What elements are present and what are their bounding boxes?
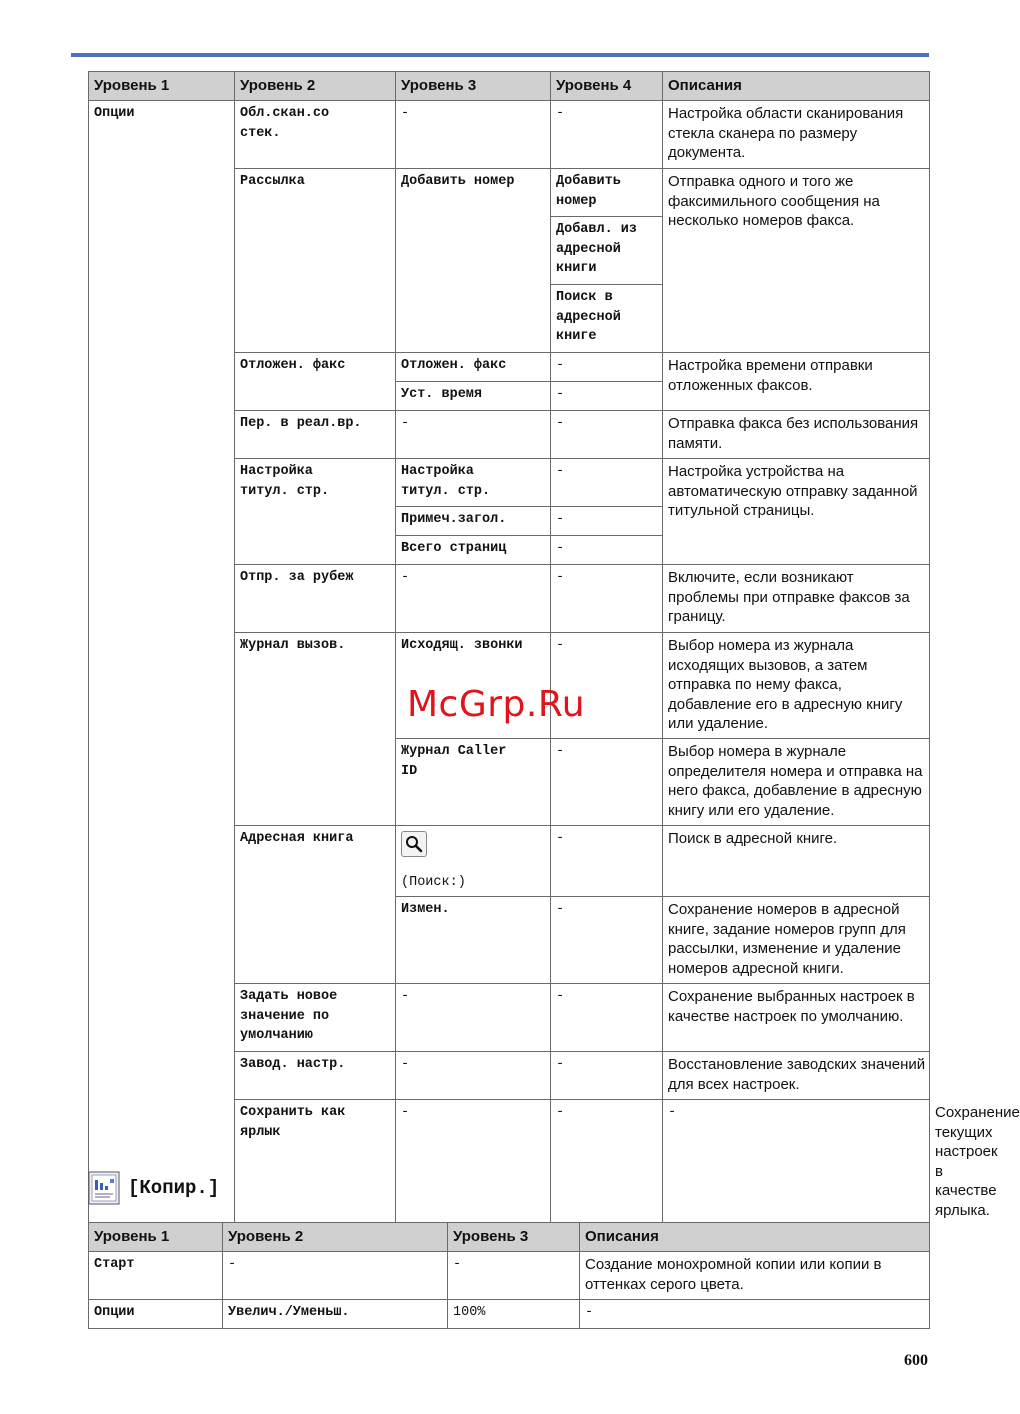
cell-desc: Включите, если возникают проблемы при отправке факсов за границу. <box>663 565 930 633</box>
cell-l2: Отложен. факс <box>235 353 396 411</box>
cell-desc: Настройка области сканирования стекла сканера по размеру документа. <box>663 101 930 169</box>
cell-desc: Отправка факса без использования памяти. <box>663 411 930 459</box>
cell-l2: Завод. настр. <box>235 1052 396 1100</box>
cell-l2: - <box>223 1252 448 1300</box>
cell-l2: Пер. в реал.вр. <box>235 411 396 459</box>
header-description: Описания <box>580 1223 930 1252</box>
cell-l2: Увелич./Уменьш. <box>223 1300 448 1329</box>
search-icon <box>405 835 423 853</box>
cell-l3: Настройка титул. стр. <box>396 459 551 507</box>
cell-l3: - <box>396 411 551 459</box>
search-label: (Поиск:) <box>401 874 466 890</box>
cell-desc: Отправка одного и того же факсимильного сообщения на несколько номеров факса. <box>663 169 930 353</box>
table-row: Сохранить как ярлык - - - Сохранение текущих настроек в качестве ярлыка. <box>89 1100 930 1225</box>
level1-options: Опции <box>89 101 235 1225</box>
table-row <box>89 1300 930 1329</box>
cell-l3: Добавить номер <box>396 169 551 353</box>
cell-l4: - <box>551 1052 663 1100</box>
cell-l3: Отложен. факс <box>396 353 551 382</box>
table-row <box>89 101 930 169</box>
cell-l3: - <box>396 565 551 633</box>
cell-desc: - <box>580 1300 930 1329</box>
cell-l4: - <box>663 1100 930 1225</box>
search-button[interactable] <box>401 831 427 857</box>
table-row <box>89 1252 930 1300</box>
cell-l1: Опции <box>89 1300 223 1329</box>
cell-l2: Рассылка <box>235 169 396 353</box>
cell-l4: - <box>551 507 663 536</box>
page-number: 600 <box>904 1352 928 1369</box>
cell-l4: - <box>551 101 663 169</box>
header-level-1: Уровень 1 <box>89 1223 223 1252</box>
cell-l4: - <box>551 984 663 1052</box>
cell-desc: Сохранение выбранных настроек в качестве настроек по умолчанию. <box>663 984 930 1052</box>
cell-l2: Отпр. за рубеж <box>235 565 396 633</box>
cell-l3: Уст. время <box>396 382 551 411</box>
header-level-2: Уровень 2 <box>235 72 396 101</box>
cell-l4: - <box>551 565 663 633</box>
cell-desc: Выбор номера в журнале определителя номера и отправка на него факса, добавление в адресную книгу или его удаление. <box>663 739 930 826</box>
cell-desc: Настройка времени отправки отложенных факсов. <box>663 353 930 411</box>
cell-l3: - <box>396 1052 551 1100</box>
cell-l3: 100% <box>448 1300 580 1329</box>
cell-l2: Задать новое значение по умолчанию <box>235 984 396 1052</box>
cell-l2: Журнал вызов. <box>235 633 396 826</box>
cell-l2: Адресная книга <box>235 826 396 984</box>
cell-l3: Журнал Caller ID <box>396 739 551 826</box>
cell-l3: Исходящ. звонки <box>396 633 551 739</box>
cell-l4: - <box>551 382 663 411</box>
fax-settings-table <box>88 71 1020 1225</box>
cell-l4: - <box>551 536 663 565</box>
cell-desc: Настройка устройства на автоматическую отправку заданной титульной страницы. <box>663 459 930 565</box>
header-description: Описания <box>663 72 930 101</box>
copy-section-heading <box>88 1170 219 1206</box>
cell-l3: - <box>448 1252 580 1300</box>
header-level-4: Уровень 4 <box>551 72 663 101</box>
header-level-1: Уровень 1 <box>89 72 235 101</box>
header-level-3: Уровень 3 <box>448 1223 580 1252</box>
cell-desc: Выбор номера из журнала исходящих вызовов, а затем отправка по нему факса, добавление его в адресную книгу или удаление. <box>663 633 930 739</box>
cell-l3: - <box>551 1100 663 1225</box>
cell-l4: - <box>551 826 663 897</box>
cell-l1: Старт <box>89 1252 223 1300</box>
section-title: [Копир.] <box>128 1177 220 1199</box>
cell-desc: Восстановление заводских значений для всех настроек. <box>663 1052 930 1100</box>
cell-l1: Сохранить как ярлык <box>235 1100 396 1225</box>
header-level-2: Уровень 2 <box>223 1223 448 1252</box>
header-level-3: Уровень 3 <box>396 72 551 101</box>
cell-l4: - <box>551 411 663 459</box>
cell-l2: Обл.скан.со стек. <box>235 101 396 169</box>
copy-icon <box>88 1171 120 1205</box>
cell-l3-search <box>396 826 551 897</box>
cell-desc: Сохранение номеров в адресной книге, задание номеров групп для рассылки, изменение и удаление номеров адресной книги. <box>663 897 930 984</box>
cell-l4: - <box>551 897 663 984</box>
cell-l4: - <box>551 633 663 739</box>
table-header-row <box>89 1223 930 1252</box>
cell-l3: - <box>396 984 551 1052</box>
cell-l4: - <box>551 459 663 507</box>
cell-l4: - <box>551 739 663 826</box>
cell-l4: Поиск в адресной книге <box>551 285 663 353</box>
cell-l4: - <box>551 353 663 382</box>
cell-l4: Добавить номер <box>551 169 663 217</box>
cell-l2: - <box>396 1100 551 1225</box>
cell-l3: Всего страниц <box>396 536 551 565</box>
watermark: McGrp.Ru <box>407 684 586 725</box>
cell-desc: Создание монохромной копии или копии в оттенках серого цвета. <box>580 1252 930 1300</box>
table-header-row <box>89 72 930 101</box>
cell-l3: Примеч.загол. <box>396 507 551 536</box>
cell-l3: - <box>396 101 551 169</box>
cell-l4: Добавл. из адресной книги <box>551 217 663 285</box>
cell-l2: Настройка титул. стр. <box>235 459 396 565</box>
cell-l3: Измен. <box>396 897 551 984</box>
copy-settings-table <box>88 1222 930 1329</box>
top-accent-bar <box>71 53 929 57</box>
cell-desc: Поиск в адресной книге. <box>663 826 930 897</box>
